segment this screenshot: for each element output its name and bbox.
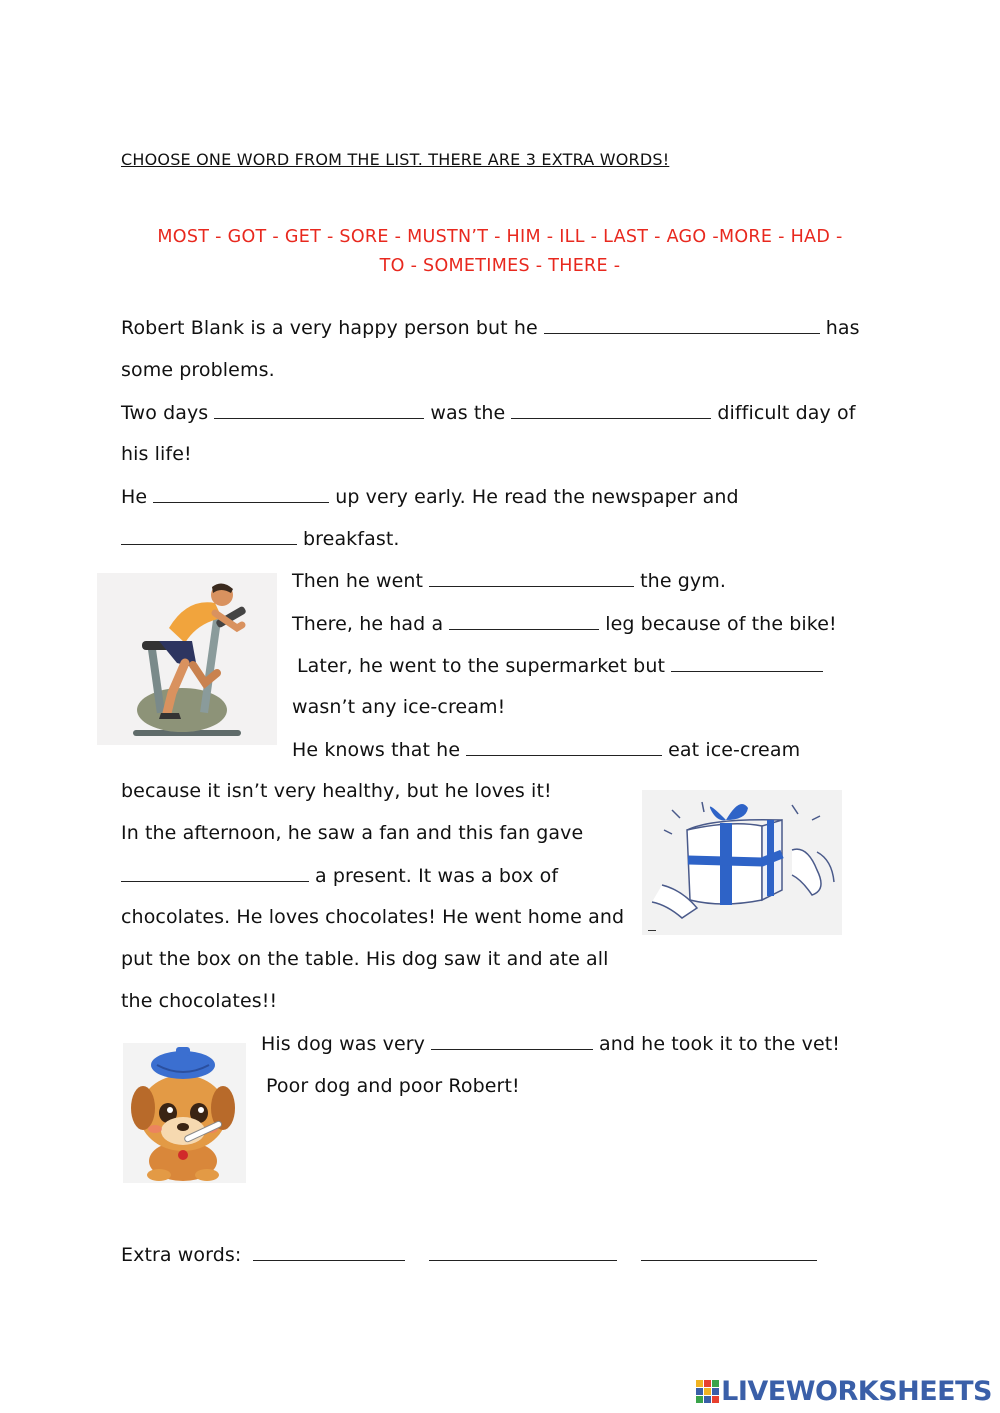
extra-word-blank-1[interactable] [253, 1242, 405, 1261]
text-segment: breakfast. [303, 528, 400, 550]
story-line-4: his life! [121, 443, 192, 465]
story-line-11 [292, 737, 800, 762]
text-segment: the gym. [640, 570, 726, 592]
text-segment: eat ice-cream [668, 739, 801, 761]
answer-blank-9[interactable] [466, 737, 662, 756]
exercise-bike-image [97, 573, 277, 745]
divider [648, 930, 656, 931]
word-list-line-1: MOST - GOT - GET - SORE - MUSTN’T - HIM - ILL - LAST - AGO -MORE - HAD - [157, 227, 843, 247]
text-segment: He [121, 486, 148, 508]
extra-words-row [121, 1242, 823, 1267]
text-segment: was the [430, 402, 506, 424]
story-line-14 [115, 863, 558, 888]
story-line-3 [121, 400, 855, 425]
text-segment: a present. It was a box of [315, 865, 559, 887]
answer-blank-7[interactable] [449, 611, 599, 630]
man-on-exercise-bike-icon [97, 573, 277, 745]
story-line-18 [261, 1031, 840, 1056]
answer-blank-11[interactable] [431, 1031, 593, 1050]
answer-blank-6[interactable] [429, 568, 634, 587]
liveworksheets-logo [695, 1376, 992, 1407]
story-line-16: put the box on the table. His dog saw it and ate all [121, 948, 609, 970]
text-segment: leg because of the bike! [605, 613, 837, 635]
text-segment: He knows that he [292, 739, 461, 761]
extra-word-blank-2[interactable] [429, 1242, 617, 1261]
story-line-9 [297, 653, 829, 678]
word-list-line-2: TO - SOMETIMES - THERE - [379, 256, 621, 276]
story-line-1 [121, 315, 860, 340]
sick-dog-icon [123, 1043, 246, 1183]
answer-blank-3[interactable] [511, 400, 711, 419]
text-segment: has [825, 317, 860, 339]
text-segment: Later, he went to the supermarket but [297, 655, 666, 677]
text-segment: Then he went [292, 570, 424, 592]
gift-box-icon [642, 790, 842, 935]
story-line-10: wasn’t any ice-cream! [292, 696, 506, 718]
story-line-19: Poor dog and poor Robert! [266, 1075, 520, 1097]
sick-dog-image [123, 1043, 246, 1183]
text-segment: up very early. He read the newspaper and [335, 486, 739, 508]
instruction-title: CHOOSE ONE WORD FROM THE LIST. THERE ARE 3 EXTRA WORDS! [121, 150, 670, 169]
story-line-13: In the afternoon, he saw a fan and this fan gave [121, 822, 584, 844]
answer-blank-10[interactable] [121, 863, 309, 882]
logo-text: LIVEWORKSHEETS [721, 1376, 992, 1407]
story-line-2: some problems. [121, 359, 275, 381]
text-segment: His dog was very [261, 1033, 425, 1055]
extra-word-blank-3[interactable] [641, 1242, 817, 1261]
text-segment: Robert Blank is a very happy person but he [121, 317, 538, 339]
story-line-6 [115, 526, 400, 551]
story-line-5 [121, 484, 739, 509]
story-line-12: because it isn’t very healthy, but he loves it! [121, 780, 552, 802]
story-line-7 [292, 568, 726, 593]
story-line-17: the chocolates!! [121, 990, 278, 1012]
answer-blank-5[interactable] [121, 526, 297, 545]
text-segment: Two days [121, 402, 209, 424]
answer-blank-8[interactable] [671, 653, 823, 672]
text-segment: difficult day of [717, 402, 856, 424]
answer-blank-1[interactable] [544, 315, 820, 334]
text-segment: There, he had a [292, 613, 444, 635]
text-segment: and he took it to the vet! [599, 1033, 840, 1055]
answer-blank-2[interactable] [214, 400, 424, 419]
liveworksheets-logo-icon [695, 1379, 721, 1405]
gift-image [642, 790, 842, 935]
story-line-8 [292, 611, 837, 636]
story-line-15: chocolates. He loves chocolates! He went home and [121, 906, 625, 928]
answer-blank-4[interactable] [153, 484, 329, 503]
extra-words-label: Extra words: [121, 1244, 242, 1266]
